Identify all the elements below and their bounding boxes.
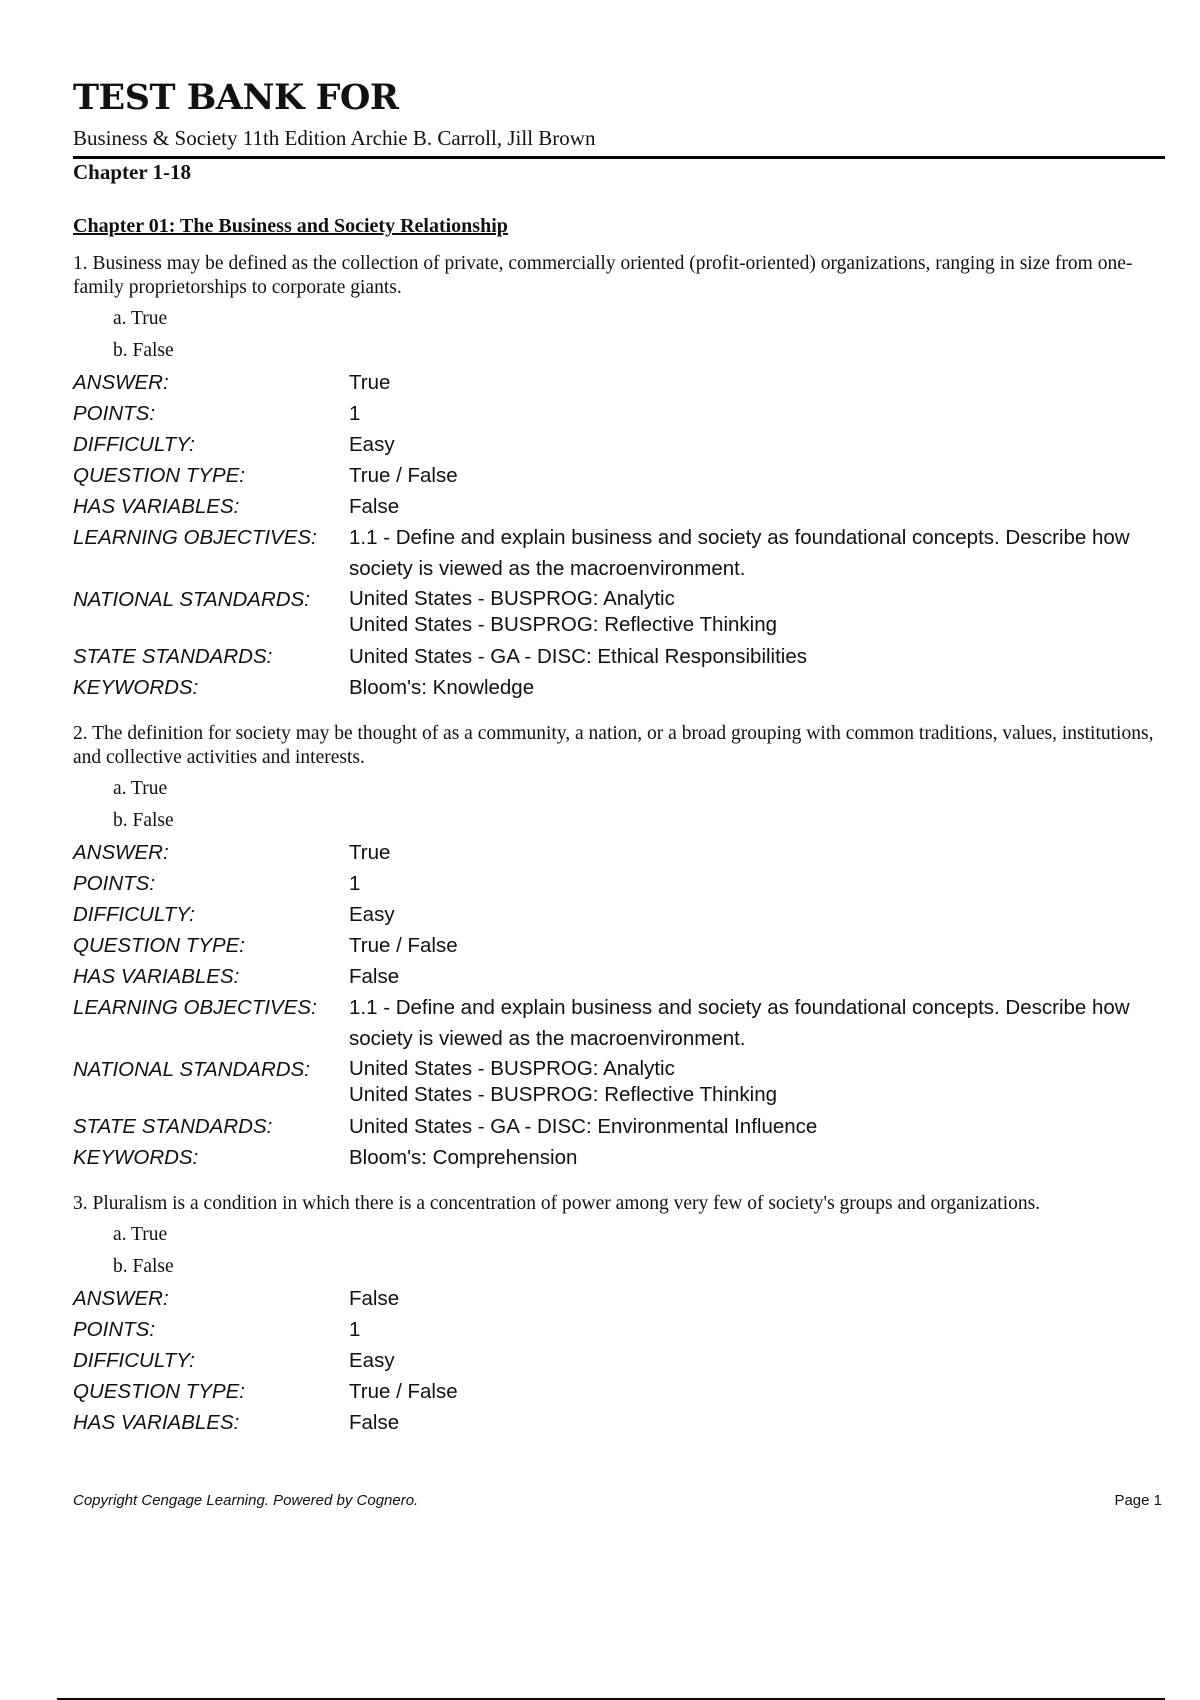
metadata-label: POINTS: bbox=[73, 1318, 156, 1341]
metadata-value: United States - BUSPROG: Analytic bbox=[349, 587, 675, 610]
metadata-label: HAS VARIABLES: bbox=[73, 1411, 240, 1434]
metadata-row bbox=[73, 429, 1163, 460]
answer-option: b. False bbox=[113, 1256, 174, 1277]
metadata-values bbox=[349, 1345, 1163, 1376]
metadata-label: KEYWORDS: bbox=[73, 1146, 199, 1169]
metadata-value: False bbox=[349, 1287, 400, 1310]
answer-options bbox=[113, 303, 1163, 367]
metadata-label: QUESTION TYPE: bbox=[73, 464, 245, 487]
metadata-row bbox=[73, 899, 1163, 930]
metadata-label: ANSWER: bbox=[73, 1287, 169, 1310]
metadata-value: True / False bbox=[349, 934, 458, 957]
metadata-row bbox=[73, 1376, 1163, 1407]
metadata-values bbox=[349, 899, 1163, 930]
metadata-row bbox=[73, 1314, 1163, 1345]
metadata-value: True bbox=[349, 371, 391, 394]
metadata-value: True / False bbox=[349, 464, 458, 487]
test-bank-content bbox=[73, 214, 1163, 1457]
metadata-value: False bbox=[349, 965, 400, 988]
metadata-value: Easy bbox=[349, 903, 395, 926]
metadata-value: False bbox=[349, 1411, 400, 1434]
metadata-values bbox=[349, 1407, 1163, 1438]
page-number: Page 1 bbox=[1114, 1492, 1162, 1509]
metadata-label: STATE STANDARDS: bbox=[73, 645, 273, 668]
metadata-row bbox=[73, 930, 1163, 961]
metadata-label: STATE STANDARDS: bbox=[73, 1115, 273, 1138]
metadata-values bbox=[349, 1054, 1163, 1111]
metadata-label: ANSWER: bbox=[73, 371, 169, 394]
metadata-label: DIFFICULTY: bbox=[73, 433, 195, 456]
metadata-value: 1 bbox=[349, 402, 361, 425]
metadata-row bbox=[73, 398, 1163, 429]
metadata-label: LEARNING OBJECTIVES: bbox=[73, 996, 317, 1019]
question-item bbox=[73, 252, 1163, 703]
metadata-values bbox=[349, 868, 1163, 899]
metadata-value: Easy bbox=[349, 1349, 395, 1372]
metadata-value: United States - GA - DISC: Environmental Influence bbox=[349, 1115, 818, 1138]
question-text: 2. The definition for society may be thought of as a community, a nation, or a broad grouping with common traditions, values, institutions, and collective activities and interests. bbox=[73, 723, 1154, 768]
metadata-value: 1 bbox=[349, 1318, 361, 1341]
metadata-row bbox=[73, 1054, 1163, 1111]
metadata-values bbox=[349, 491, 1163, 522]
answer-options bbox=[113, 773, 1163, 837]
metadata-row bbox=[73, 491, 1163, 522]
metadata-row bbox=[73, 1345, 1163, 1376]
footer-copyright: Copyright Cengage Learning. Powered by Cognero. bbox=[73, 1492, 419, 1509]
metadata-row bbox=[73, 1142, 1163, 1173]
metadata-values bbox=[349, 1111, 1163, 1142]
metadata-row bbox=[73, 522, 1163, 584]
metadata-values bbox=[349, 837, 1163, 868]
metadata-label: POINTS: bbox=[73, 872, 156, 895]
question-text: 3. Pluralism is a condition in which there is a concentration of power among very few of society's groups and organizations. bbox=[73, 1193, 1041, 1214]
metadata-value: False bbox=[349, 495, 400, 518]
metadata-values bbox=[349, 930, 1163, 961]
metadata-value: Easy bbox=[349, 433, 395, 456]
metadata-value: United States - BUSPROG: Reflective Thinking bbox=[349, 1083, 778, 1106]
metadata-row bbox=[73, 1111, 1163, 1142]
header-divider bbox=[73, 156, 1165, 159]
metadata-row bbox=[73, 961, 1163, 992]
metadata-label: NATIONAL STANDARDS: bbox=[73, 1058, 310, 1081]
metadata-label: HAS VARIABLES: bbox=[73, 965, 240, 988]
metadata-values bbox=[349, 961, 1163, 992]
metadata-value: Bloom's: Knowledge bbox=[349, 676, 535, 699]
metadata-values bbox=[349, 460, 1163, 491]
metadata-label: KEYWORDS: bbox=[73, 676, 199, 699]
answer-options bbox=[113, 1219, 1163, 1283]
answer-option: a. True bbox=[113, 1224, 168, 1245]
metadata-value: 1.1 - Define and explain business and society as foundational concepts. Describe how society is viewed as the macroenvironment. bbox=[349, 526, 1130, 580]
metadata-label: POINTS: bbox=[73, 402, 156, 425]
book-subtitle: Business & Society 11th Edition Archie B. Carroll, Jill Brown bbox=[73, 126, 596, 150]
metadata-value: Bloom's: Comprehension bbox=[349, 1146, 578, 1169]
question-list bbox=[73, 252, 1163, 1438]
metadata-label: ANSWER: bbox=[73, 841, 169, 864]
metadata-label: HAS VARIABLES: bbox=[73, 495, 240, 518]
question-item bbox=[73, 1192, 1163, 1438]
question-item bbox=[73, 722, 1163, 1173]
metadata-row bbox=[73, 672, 1163, 703]
metadata-row bbox=[73, 992, 1163, 1054]
metadata-values bbox=[349, 1142, 1163, 1173]
metadata-row bbox=[73, 460, 1163, 491]
answer-option: b. False bbox=[113, 810, 174, 831]
metadata-values bbox=[349, 398, 1163, 429]
metadata-values bbox=[349, 992, 1163, 1054]
metadata-value: United States - BUSPROG: Analytic bbox=[349, 1057, 675, 1080]
metadata-value: United States - GA - DISC: Ethical Responsibilities bbox=[349, 645, 808, 668]
metadata-label: NATIONAL STANDARDS: bbox=[73, 588, 310, 611]
metadata-values bbox=[349, 584, 1163, 641]
metadata-row bbox=[73, 837, 1163, 868]
document-title: TEST BANK FOR bbox=[73, 77, 399, 118]
metadata-row bbox=[73, 1283, 1163, 1314]
metadata-label: DIFFICULTY: bbox=[73, 1349, 195, 1372]
metadata-values bbox=[349, 522, 1163, 584]
metadata-row bbox=[73, 1407, 1163, 1438]
metadata-row bbox=[73, 641, 1163, 672]
metadata-value: United States - BUSPROG: Reflective Thinking bbox=[349, 613, 778, 636]
metadata-value: True bbox=[349, 841, 391, 864]
metadata-values bbox=[349, 641, 1163, 672]
metadata-row bbox=[73, 584, 1163, 641]
metadata-values bbox=[349, 367, 1163, 398]
answer-option: a. True bbox=[113, 308, 168, 329]
chapter-range: Chapter 1-18 bbox=[73, 160, 192, 184]
metadata-label: DIFFICULTY: bbox=[73, 903, 195, 926]
answer-option: a. True bbox=[113, 778, 168, 799]
metadata-values bbox=[349, 1314, 1163, 1345]
metadata-label: LEARNING OBJECTIVES: bbox=[73, 526, 317, 549]
answer-option: b. False bbox=[113, 340, 174, 361]
metadata-values bbox=[349, 1283, 1163, 1314]
metadata-values bbox=[349, 672, 1163, 703]
metadata-row bbox=[73, 367, 1163, 398]
metadata-label: QUESTION TYPE: bbox=[73, 1380, 245, 1403]
metadata-values bbox=[349, 429, 1163, 460]
metadata-label: QUESTION TYPE: bbox=[73, 934, 245, 957]
metadata-value: 1 bbox=[349, 872, 361, 895]
metadata-value: True / False bbox=[349, 1380, 458, 1403]
metadata-row bbox=[73, 868, 1163, 899]
metadata-values bbox=[349, 1376, 1163, 1407]
metadata-value: 1.1 - Define and explain business and society as foundational concepts. Describe how society is viewed as the macroenvironment. bbox=[349, 996, 1130, 1050]
chapter-heading: Chapter 01: The Business and Society Relationship bbox=[73, 215, 508, 237]
question-text: 1. Business may be defined as the collection of private, commercially oriented (profit-oriented) organizations, ranging in size from one-family proprietorships to corporate giants. bbox=[73, 253, 1133, 298]
